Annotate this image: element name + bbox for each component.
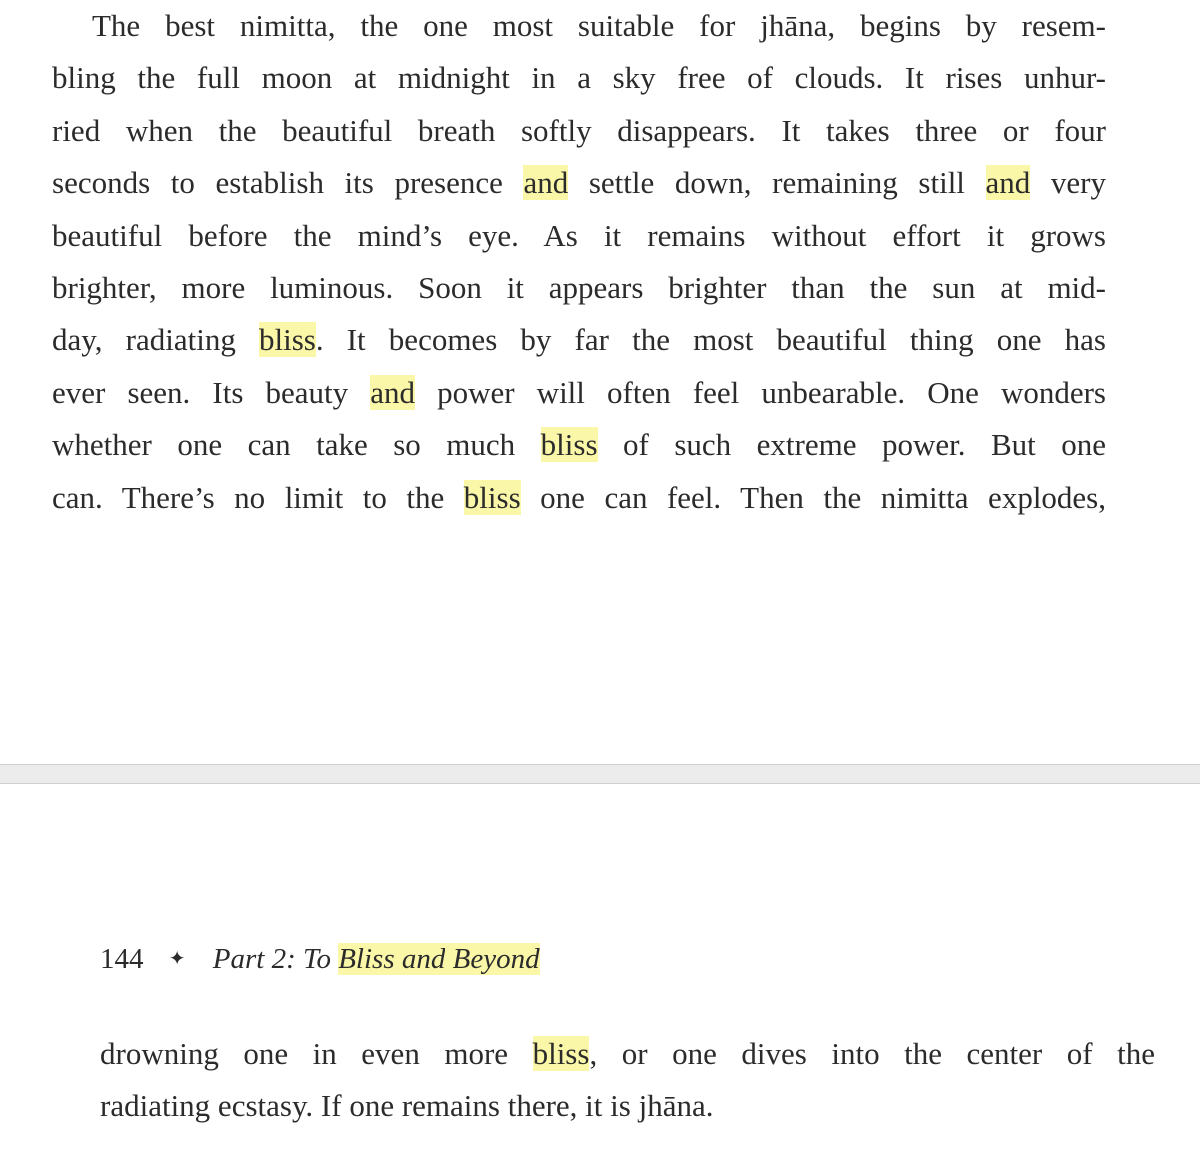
text-line [52,210,1106,262]
text-run: ried when the beautiful breath softly disappears. It takes three or four [52,112,1106,148]
search-highlight: Bliss [338,943,395,975]
ornament-icon: ✦ [168,948,186,970]
text-run: ever seen. Its beauty [52,374,371,410]
text-run: whether one can take so much [52,427,541,463]
text-line [52,105,1106,157]
search-highlight-space [445,943,452,975]
text-run: beautiful before the mind’s eye. As it remains without effort it grows [52,217,1106,253]
text-run: very [1030,165,1106,201]
text-run: brighter, more luminous. Soon it appears brighter than the sun at mid- [52,269,1106,305]
text-run: drowning one in even more [100,1036,533,1071]
text-line [100,1080,1155,1132]
top-paragraph [52,0,1106,524]
running-header-title-prefix: Part 2: To [212,943,339,975]
text-line [52,314,1106,366]
search-highlight: and [985,165,1031,201]
text-run: day, radiating [52,322,259,358]
search-highlight: and [370,374,415,410]
search-highlight: and [523,165,569,201]
text-line [52,0,1106,52]
text-line [52,367,1106,419]
text-run: one can feel. Then the nimitta explodes, [520,479,1106,515]
search-highlight: and [401,943,446,975]
text-run: radiating ecstasy. If one remains there, it is jhāna. [100,1088,714,1124]
search-highlight: Beyond [452,943,540,975]
text-line [52,157,1106,209]
text-line [100,1028,1155,1080]
search-highlight-space [395,943,402,975]
text-line [52,419,1106,471]
text-run: seconds to establish its presence [52,165,524,201]
text-run: settle down, remaining still [568,165,986,201]
search-highlight: bliss [540,427,598,463]
text-run: power will often feel unbearable. One wonders [415,374,1106,410]
search-highlight: bliss [258,322,316,358]
text-run: . It becomes by far the most beautiful thing one has [315,322,1106,358]
page-number: 144 [100,943,144,975]
search-highlight: bliss [532,1036,590,1071]
running-header [100,937,540,981]
text-run: , or one dives into the center of the [589,1036,1155,1071]
search-highlight: bliss [463,479,521,515]
text-line [52,262,1106,314]
text-run: bling the full moon at midnight in a sky free of clouds. It rises unhur- [52,60,1106,96]
bottom-paragraph [100,1028,1155,1133]
running-header-title [213,943,540,975]
page-separator [0,764,1200,784]
text-line [52,52,1106,104]
text-run: The best nimitta, the one most suitable for jhāna, begins by resem- [92,8,1106,43]
text-run: can. There’s no limit to the [52,479,464,515]
text-run: of such extreme power. But one [597,427,1107,463]
text-line [52,472,1106,524]
